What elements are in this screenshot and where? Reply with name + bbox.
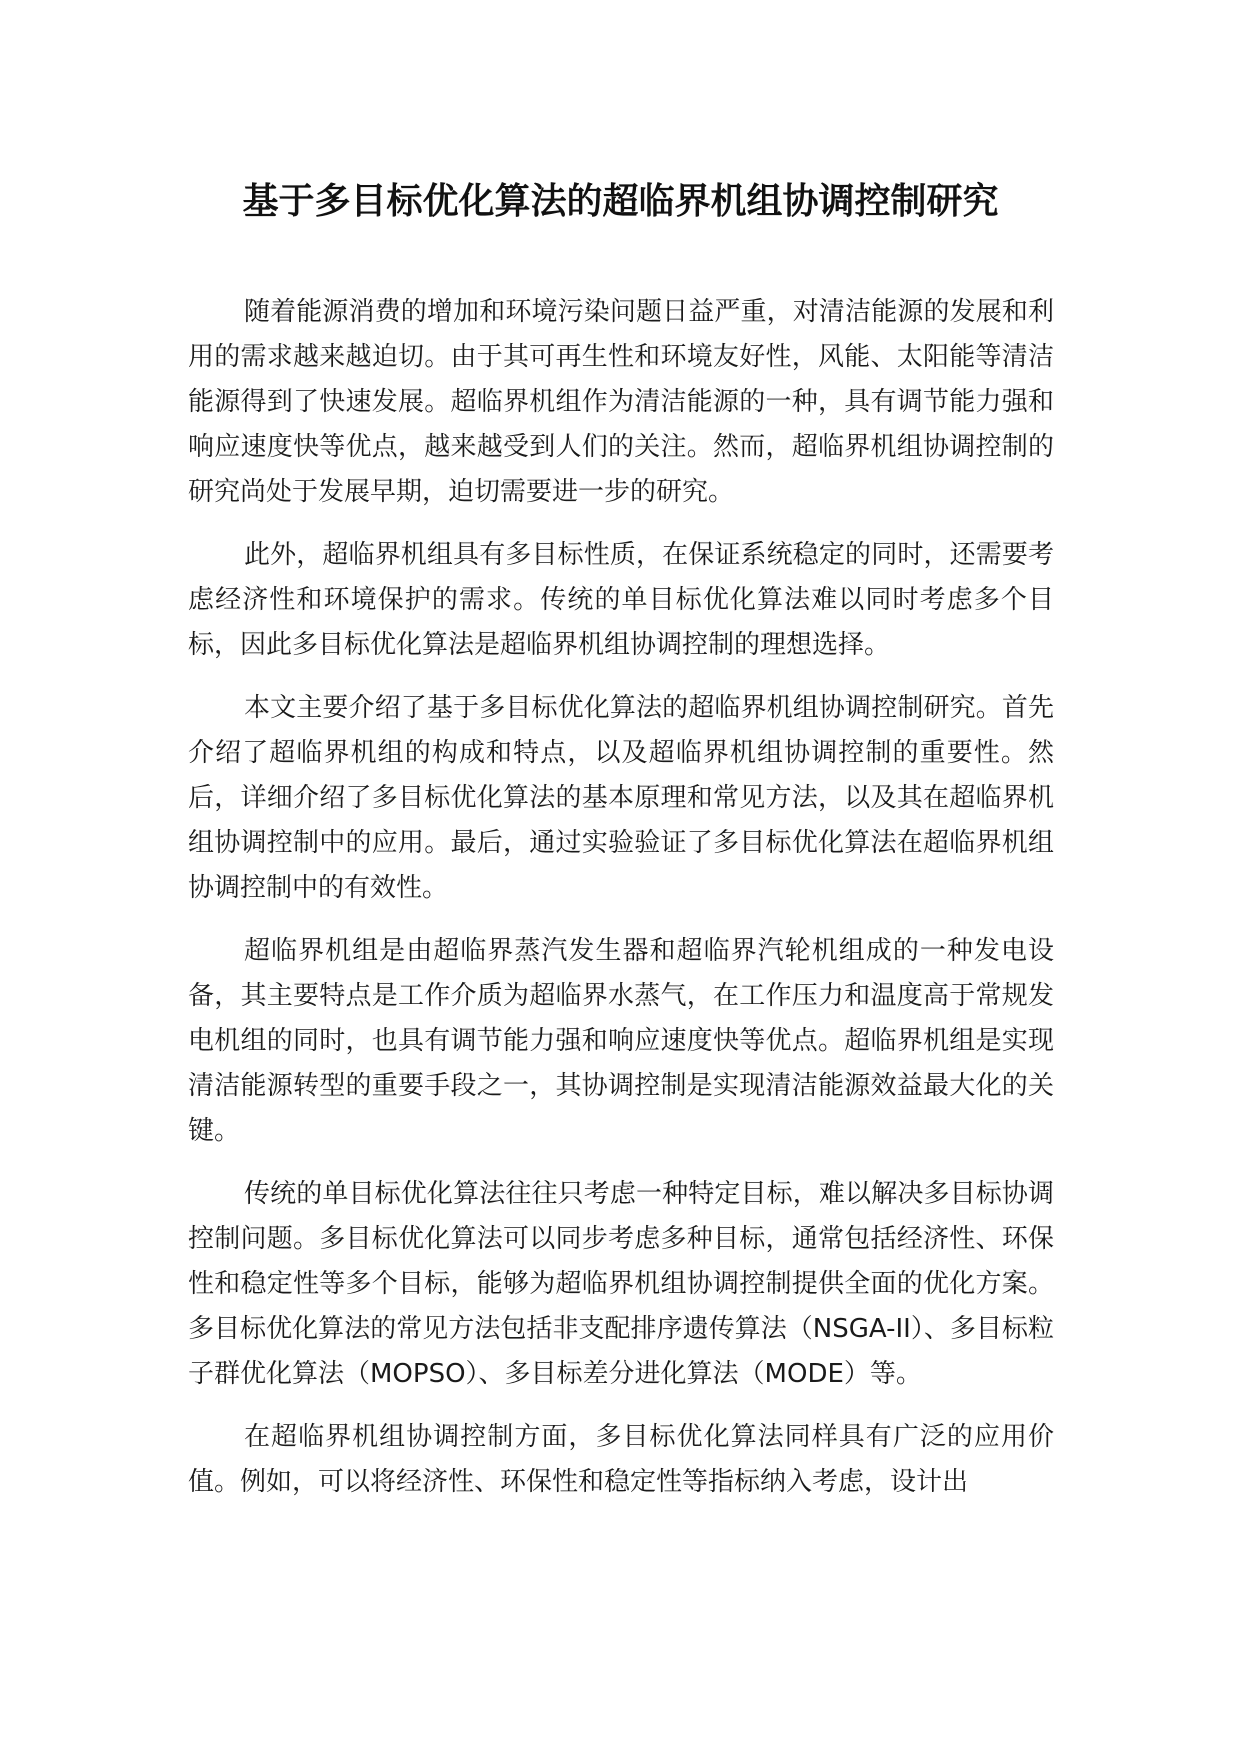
paragraph-3: 本文主要介绍了基于多目标优化算法的超临界机组协调控制研究。首先介绍了超临界机组的构成和特点，以及超临界机组协调控制的重要性。然后，详细介绍了多目标优化算法的基本原理和常见方法，以及其在超临界机组协调控制中的应用。最后，通过实验验证了多目标优化算法在超临界机组协调控制中的有效性。 (188, 693, 1054, 903)
paragraph-2: 此外，超临界机组具有多目标性质，在保证系统稳定的同时，还需要考虑经济性和环境保护的需求。传统的单目标优化算法难以同时考虑多个目标，因此多目标优化算法是超临界机组协调控制的理想选择。 (188, 540, 1054, 660)
paragraph-4: 超临界机组是由超临界蒸汽发生器和超临界汽轮机组成的一种发电设备，其主要特点是工作介质为超临界水蒸气，在工作压力和温度高于常规发电机组的同时，也具有调节能力强和响应速度快等优点。超临界机组是实现清洁能源转型的重要手段之一，其协调控制是实现清洁能源效益最大化的关键。 (188, 936, 1054, 1146)
paragraph-5: 传统的单目标优化算法往往只考虑一种特定目标，难以解决多目标协调控制问题。多目标优化算法可以同步考虑多种目标，通常包括经济性、环保性和稳定性等多个目标，能够为超临界机组协调控制提供全面的优化方案。多目标优化算法的常见方法包括非支配排序遗传算法（NSGA-II）、多目标粒子群优化算法（MOPSO）、多目标差分进化算法（MODE）等。 (188, 1179, 1054, 1389)
document-body (188, 290, 1054, 1523)
document-title: 基于多目标优化算法的超临界机组协调控制研究 (242, 181, 999, 222)
paragraph-6: 在超临界机组协调控制方面，多目标优化算法同样具有广泛的应用价值。例如，可以将经济性、环保性和稳定性等指标纳入考虑，设计出 (188, 1422, 1054, 1497)
paragraph-1: 随着能源消费的增加和环境污染问题日益严重，对清洁能源的发展和利用的需求越来越迫切。由于其可再生性和环境友好性，风能、太阳能等清洁能源得到了快速发展。超临界机组作为清洁能源的一种，具有调节能力强和响应速度快等优点，越来越受到人们的关注。然而，超临界机组协调控制的研究尚处于发展早期，迫切需要进一步的研究。 (188, 297, 1054, 507)
